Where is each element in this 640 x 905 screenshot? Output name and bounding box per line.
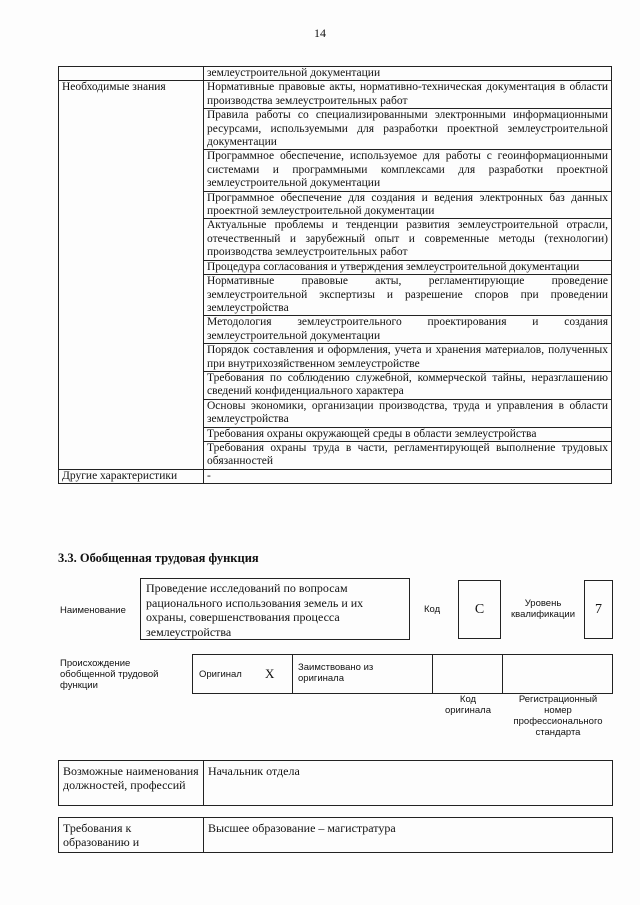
function-name-box — [140, 578, 410, 640]
original-mark: X — [265, 666, 275, 681]
positions-value: Начальник отдела — [204, 761, 613, 806]
knowledge-item: Нормативные правовые акты, нормативно-техническая документация в области производства землеустроительных работ — [204, 81, 612, 109]
table-row — [59, 818, 613, 853]
code-box — [458, 580, 501, 639]
other-characteristics-value: - — [204, 469, 612, 483]
level-box — [584, 580, 613, 639]
positions-label: Возможные наименования должностей, профессий — [59, 761, 204, 806]
borrowed-cell — [292, 654, 433, 694]
page-number: 14 — [314, 26, 326, 40]
table-row — [59, 67, 612, 81]
code-value: C — [474, 602, 485, 617]
name-label: Наименование — [60, 605, 126, 616]
knowledge-table — [58, 66, 612, 484]
other-characteristics-label: Другие характеристики — [59, 469, 204, 483]
education-table — [58, 817, 613, 853]
education-value: Высшее образование – магистратура — [204, 818, 613, 853]
knowledge-item: Требования охраны окружающей среды в области землеустройства — [204, 427, 612, 441]
qualification-level-label: Уровень квалификации — [510, 598, 576, 620]
original-label: Оригинал — [199, 669, 242, 680]
level-value: 7 — [595, 602, 602, 617]
knowledge-item: Методология землеустроительного проектирования и создания землеустроительной документации — [204, 316, 612, 344]
origin-label: Происхождение обобщенной трудовой функции — [60, 658, 159, 691]
knowledge-item: Требования по соблюдению служебной, коммерческой тайны, неразглашению сведений конфиденциального характера — [204, 371, 612, 399]
knowledge-item: Актуальные проблемы и тенденции развития землеустроительной отрасли, отечественный и зарубежный опыт и современные методы (технологии) производства землеустроительных работ — [204, 219, 612, 260]
knowledge-item: Требования охраны труда в части, регламентирующей выполнение трудовых обязанностей — [204, 441, 612, 469]
original-cell — [192, 654, 293, 694]
function-name-text: Проведение исследований по вопросам рационального использования земель и их охраны, совершенствования процесса землеустройства — [146, 581, 364, 639]
knowledge-item: Основы экономики, организации производства, труда и управления в области землеустройства — [204, 399, 612, 427]
table-row — [59, 81, 612, 109]
registration-number-caption: Регистрационный номер профессионального стандарта — [513, 694, 603, 738]
table-row — [59, 761, 613, 806]
continuation-text: землеустроительной документации — [204, 67, 612, 81]
code-label: Код — [424, 604, 441, 615]
section-title: 3.3. Обобщенная трудовая функция — [58, 551, 259, 565]
knowledge-item: Порядок составления и оформления, учета и хранения материалов, полученных при внутрихозяйственном землеустройстве — [204, 344, 612, 372]
knowledge-item: Процедура согласования и утверждения землеустроительной документации — [204, 260, 612, 274]
empty-cell — [59, 67, 204, 81]
positions-table — [58, 760, 613, 806]
knowledge-item: Нормативные правовые акты, регламентирующие проведение землеустроительной экспертизы и разрешение споров при проведении землеустройства — [204, 275, 612, 316]
table-row — [59, 469, 612, 483]
origin-code-caption: Код оригинала — [444, 694, 491, 716]
knowledge-item: Программное обеспечение, используемое для работы с геоинформационными системами и программными комплексами для разработки проектной землеустроительной документации — [204, 150, 612, 191]
origin-code-cell — [432, 654, 503, 694]
registration-number-cell — [502, 654, 613, 694]
borrowed-label: Заимствовано из оригинала — [298, 662, 374, 684]
education-label: Требования к образованию и — [59, 818, 204, 853]
knowledge-item: Правила работы со специализированными электронными информационными ресурсами, используемыми для разработки проектной землеустроительной документации — [204, 109, 612, 150]
knowledge-item: Программное обеспечение для создания и ведения электронных баз данных проектной землеустроительной документации — [204, 191, 612, 219]
required-knowledge-label: Необходимые знания — [59, 81, 204, 469]
